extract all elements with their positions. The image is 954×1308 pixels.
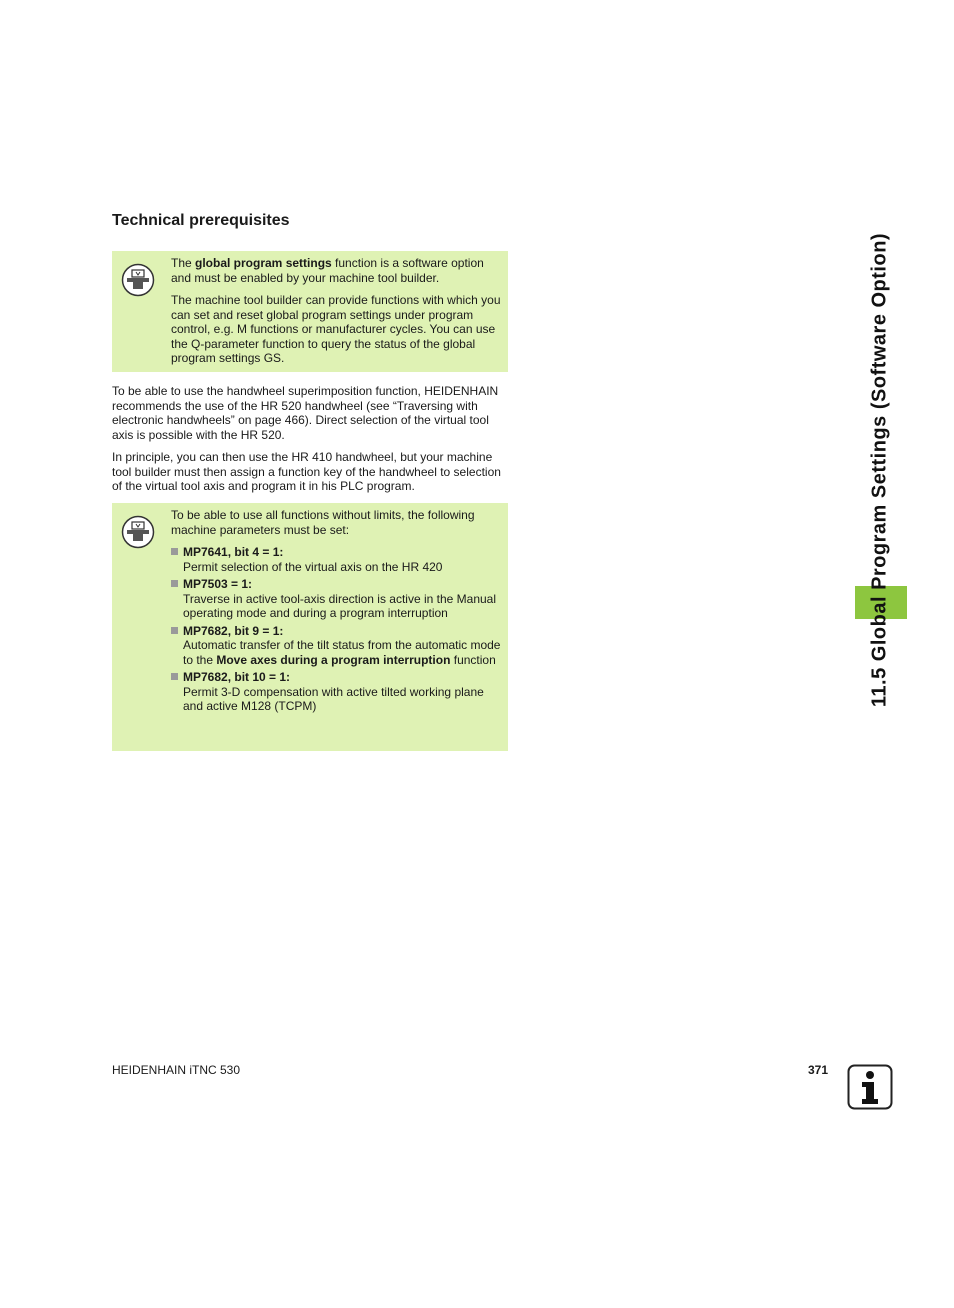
info-icon — [847, 1064, 893, 1110]
note1-paragraph-1: The global program settings function is a software option and must be enabled by your machine tool builder. — [171, 256, 484, 285]
square-bullet-icon — [171, 580, 178, 587]
square-bullet-icon — [171, 673, 178, 680]
page-number: 371 — [808, 1063, 829, 1077]
machine-parameter-icon — [121, 263, 155, 297]
list-item: MP7503 = 1: Traverse in active tool-axis direction is active in the Manual operating mode and during a program interruption — [171, 577, 502, 621]
note-box-machine-parameters — [112, 503, 508, 751]
body-paragraph-1: To be able to use the handwheel superimposition function, HEIDENHAIN recommends the use of the HR 520 handwheel (see “Traversing with electronic handwheels” on page 466). Direct selection of the virtual tool axis is possible with the HR 520. — [112, 384, 499, 442]
note2-intro: To be able to use all functions without limits, the following machine parameters must be set: — [171, 508, 475, 537]
list-item: MP7641, bit 4 = 1: Permit selection of the virtual axis on the HR 420 — [171, 545, 502, 574]
body-paragraph-2: In principle, you can then use the HR 410 handwheel, but your machine tool builder must then assign a function key of the handwheel to selection of the virtual tool axis and program it in his PLC program. — [112, 450, 501, 493]
note-box-software-option — [112, 251, 508, 372]
footer-product-name: HEIDENHAIN iTNC 530 — [112, 1063, 241, 1077]
square-bullet-icon — [171, 548, 178, 555]
list-item: MP7682, bit 10 = 1: Permit 3-D compensation with active tilted working plane and active M128 (TCPM) — [171, 670, 502, 714]
square-bullet-icon — [171, 627, 178, 634]
machine-parameter-icon — [121, 515, 155, 549]
chapter-side-title: 11.5 Global Program Settings (Software Option) — [868, 232, 891, 708]
section-heading: Technical prerequisites — [112, 212, 290, 229]
machine-parameter-list — [171, 545, 502, 714]
note1-paragraph-2: The machine tool builder can provide functions with which you can set and reset global program settings under program control, e.g. M functions or manufacturer cycles. You can use the Q-parameter function to query the status of the global program settings GS. — [171, 293, 501, 365]
list-item: MP7682, bit 9 = 1: Automatic transfer of the tilt status from the automatic mode to the Move axes during a program interruption function — [171, 624, 502, 668]
